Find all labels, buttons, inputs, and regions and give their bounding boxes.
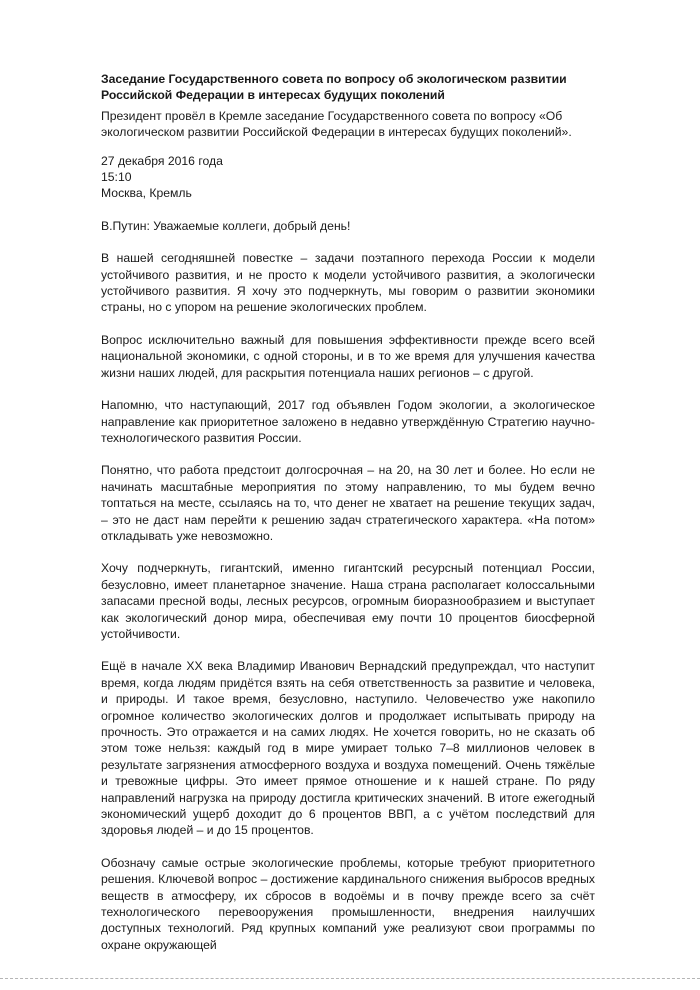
- document-date: 27 декабря 2016 года: [101, 153, 223, 168]
- speech-paragraph: Обозначу самые острые экологические проблемы, которые требуют приоритетного решения. Ключевой вопрос – достижение кардинального снижения выбросов вредных веществ в атмосферу, их сбросов в водоёмы и в почву прежде всего за счёт технологического перевооружения промышленности, внедрения наилучших доступных технологий. Ряд крупных компаний уже реализуют свои программы по охране окружающей: [101, 855, 595, 952]
- speech-paragraph: Вопрос исключительно важный для повышения эффективности прежде всего всей национальной экономики, с одной стороны, и в то же время для улучшения качества жизни наших людей, для раскрытия потенциала наших регионов – с другой.: [101, 332, 595, 380]
- speech-paragraph: Хочу подчеркнуть, гигантский, именно гигантский ресурсный потенциал России, безусловно, имеет планетарное значение. Наша страна располагает колоссальными запасами пресной воды, лесных ресурсов, огромным биоразнообразием и выступает как экологический донор мира, обеспечивая ему почти 10 процентов биосферной устойчивости.: [101, 561, 595, 641]
- speech-paragraph: Напомню, что наступающий, 2017 год объявлен Годом экологии, а экологическое направление как приоритетное заложено в недавно утверждённую Стратегию научно-технологического развития России.: [101, 398, 595, 445]
- document-lead: Президент провёл в Кремле заседание Государственного совета по вопросу «Об экологическом развитии Российской Федерации в интересах будущих поколений».: [101, 108, 572, 140]
- document-location: Москва, Кремль: [101, 186, 192, 201]
- speech-greeting: В.Путин: Уважаемые коллеги, добрый день!: [101, 218, 351, 233]
- speech-paragraph: Понятно, что работа предстоит долгосрочная – на 20, на 30 лет и более. Но если не начинать масштабные мероприятия по этому направлению, то мы будем вечно топтаться на месте, ссылаясь на то, что денег не хватает на решение текущих задач, – это не даст нам перейти к решению задач стратегического характера. «На потом» откладывать уже невозможно.: [101, 463, 595, 543]
- document-meta: [101, 153, 595, 202]
- document-title: Заседание Государственного совета по вопросу об экологическом развитии Российской Федерации в интересах будущих поколений: [101, 72, 567, 103]
- speech-paragraph: Ещё в начале XX века Владимир Иванович Вернадский предупреждал, что наступит время, когда людям придётся взять на себя ответственность за развитие и человека, и природы. И такое время, безусловно, наступило. Человечество уже накопило огромное количество экологических долгов и продолжает испытывать природу на прочность. Это отражается и на самих людях. Не хочется говорить, но не сказать об этом тоже нельзя: каждый год в мире умирает только 7–8 миллионов человек в результате загрязнения атмосферного воздуха и воздуха помещений. Очень тяжёлые и тревожные цифры. Это имеет прямое отношение и к нашей стране. По ряду направлений нагрузка на природу достигла критических значений. В итоге ежегодный экономический ущерб доходит до 6 процентов ВВП, а с учётом последствий для здоровья людей – и до 15 процентов.: [101, 659, 595, 838]
- document-time: 15:10: [101, 170, 132, 185]
- document-page: [101, 71, 595, 953]
- page-bottom-divider: [0, 978, 700, 979]
- speech-paragraph: В нашей сегодняшней повестке – задачи поэтапного перехода России к модели устойчивого развития, и не просто к модели устойчивого развития, а экологически устойчивого развития. Я хочу это подчеркнуть, мы говорим о развитии экономики страны, но с упором на решение экологических проблем.: [101, 251, 595, 315]
